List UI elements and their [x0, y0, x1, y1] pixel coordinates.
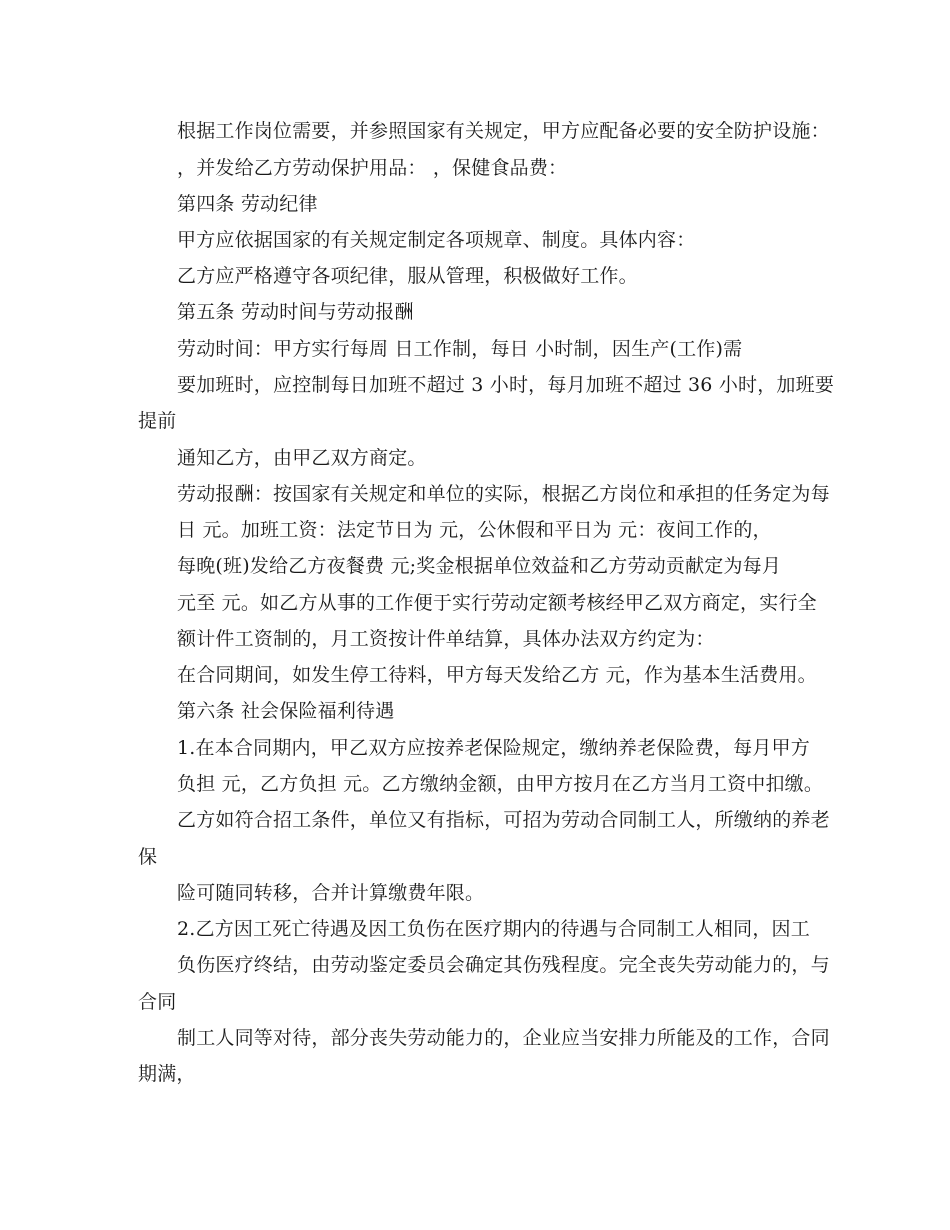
text-line: 甲方应依据国家的有关规定制定各项规章、制度。具体内容： [177, 229, 696, 251]
text-line: 险可随同转移，合并计算缴费年限。 [177, 882, 485, 904]
text-line: 提前 [138, 410, 177, 432]
section-heading: 第五条 劳动时间与劳动报酬 [177, 301, 414, 323]
text-line: 制工人同等对待，部分丧失劳动能力的，企业应当安排力所能及的工作，合同 [177, 1027, 830, 1049]
text-line: ，并发给乙方劳动保护用品： ，保健食品费： [177, 157, 568, 179]
text-line: 期满， [138, 1063, 196, 1085]
text-line: 根据工作岗位需要，并参照国家有关规定，甲方应配备必要的安全防护设施： [177, 120, 830, 142]
section-heading: 第四条 劳动纪律 [177, 193, 318, 215]
text-line: 元至 元。如乙方从事的工作便于实行劳动定额考核经甲乙双方商定，实行全 [177, 592, 817, 614]
text-line: 1.在本合同期内，甲乙双方应按养老保险规定，缴纳养老保险费，每月甲方 [177, 737, 810, 759]
section-heading: 第六条 社会保险福利待遇 [177, 700, 395, 722]
text-line: 在合同期间，如发生停工待料，甲方每天发给乙方 元，作为基本生活费用。 [177, 664, 817, 686]
text-line: 保 [138, 846, 158, 868]
text-line: 额计件工资制的，月工资按计件单结算，具体办法双方约定为： [177, 628, 715, 650]
text-line: 劳动报酬：按国家有关规定和单位的实际，根据乙方岗位和承担的任务定为每 [177, 483, 830, 505]
text-line: 2.乙方因工死亡待遇及因工负伤在医疗期内的待遇与合同制工人相同，因工 [177, 918, 810, 940]
text-line: 乙方应严格遵守各项纪律，服从管理，积极做好工作。 [177, 265, 638, 287]
text-line: 每晚(班)发给乙方夜餐费 元;奖金根据单位效益和乙方劳动贡献定为每月 [177, 555, 782, 577]
text-line: 负担 元，乙方负担 元。乙方缴纳金额，由甲方按月在乙方当月工资中扣缴。 [177, 773, 824, 795]
text-line: 日 元。加班工资：法定节日为 元，公休假和平日为 元：夜间工作的， [177, 519, 772, 541]
text-line: 负伤医疗终结，由劳动鉴定委员会确定其伤残程度。完全丧失劳动能力的，与 [177, 954, 830, 976]
text-line: 通知乙方，由甲乙双方商定。 [177, 447, 427, 469]
text-line: 乙方如符合招工条件，单位又有指标，可招为劳动合同制工人，所缴纳的养老 [177, 809, 830, 831]
text-line: 劳动时间：甲方实行每周 日工作制，每日 小时制，因生产(工作)需 [177, 338, 743, 360]
text-line: 要加班时，应控制每日加班不超过 3 小时，每月加班不超过 36 小时，加班要 [177, 374, 835, 396]
text-line: 合同 [138, 991, 177, 1013]
